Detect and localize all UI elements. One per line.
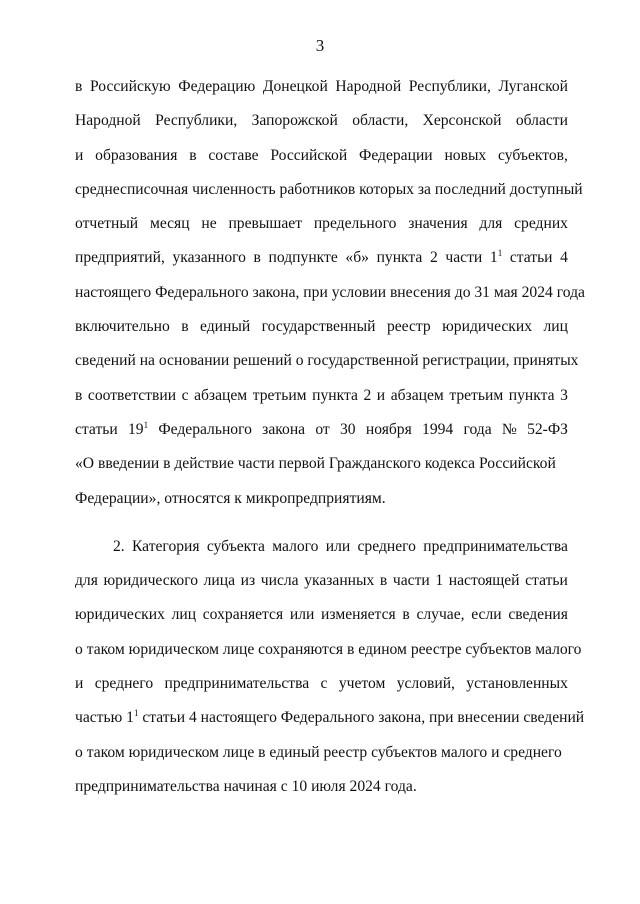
page-number: 3 (315, 36, 325, 55)
word: Федерацию (178, 78, 256, 95)
text-line (75, 379, 568, 413)
word: пункта (376, 249, 423, 267)
paragraph-2 (75, 530, 585, 770)
text-line: настоящего Федерального закона, при условии внесения до 31 мая 2024 года (75, 283, 585, 301)
word: Российской (270, 146, 348, 164)
word: 30 (340, 420, 356, 438)
word: лиц (171, 606, 197, 624)
word: года (463, 420, 492, 438)
word: 52-ФЗ (527, 420, 568, 438)
word: Запорожской (251, 112, 338, 130)
word: 2. (113, 537, 125, 555)
word: Народной (75, 112, 141, 130)
word: предельного (313, 215, 397, 233)
word: и (75, 675, 84, 693)
word: случае, (416, 606, 465, 624)
word: государственный (261, 318, 376, 336)
text-line (75, 139, 568, 173)
word: «б» (345, 249, 369, 267)
word: субъектов, (498, 146, 568, 164)
word: подпункте (268, 249, 338, 267)
word: если (471, 606, 502, 624)
word: в (402, 606, 410, 624)
word: условий, (396, 675, 455, 693)
word: отчетный (75, 215, 139, 233)
word: в (253, 249, 261, 267)
word: части (445, 249, 483, 267)
word: или (289, 606, 315, 624)
word: Херсонской (422, 112, 502, 130)
word: Донецкой (262, 78, 328, 95)
text-line (75, 667, 568, 701)
word: предпринимательства (164, 675, 310, 693)
text-line (75, 104, 568, 138)
word: ноября (365, 420, 412, 438)
paragraph-1 (75, 70, 585, 482)
word: в (189, 146, 197, 164)
text-line: о таком юридическом лице сохраняются в едином реестре субъектов малого (75, 640, 582, 658)
text-line (75, 241, 568, 275)
word: значения (408, 215, 468, 233)
word: для (479, 215, 503, 233)
word: 1 (435, 572, 444, 590)
word: № (501, 420, 517, 438)
word: 3 (560, 386, 568, 404)
word: предпринимательства (423, 537, 568, 555)
text-line (75, 530, 568, 564)
word: третьим (252, 386, 307, 404)
word: от (315, 420, 330, 438)
word: $1^1$ (489, 248, 503, 267)
text-line (75, 413, 568, 447)
word: Республики, (408, 78, 491, 95)
word: изменяется (321, 606, 396, 624)
word: закона (262, 420, 306, 438)
word: юридических (75, 606, 165, 624)
word: среднего (94, 675, 154, 693)
word: третьим (449, 386, 504, 404)
word: среднего (357, 537, 416, 555)
text-line (75, 310, 568, 344)
word: сохраняется (202, 606, 284, 624)
word: 2 (429, 249, 438, 267)
word: Республики, (155, 112, 238, 130)
word: области, (352, 112, 409, 130)
word: единый (200, 318, 251, 336)
word: и (75, 146, 84, 164)
paragraph-1-last-line: Федерации», относятся к микропредприятиям. (75, 489, 386, 507)
word: настоящей (448, 572, 520, 590)
text-line (75, 207, 568, 241)
word: юридического (103, 572, 199, 590)
word: или (325, 537, 351, 555)
text-line: частью $1^1$ статьи 4 настоящего Федерального закона, при внесении сведений (75, 708, 585, 727)
word: пункта (312, 386, 358, 404)
word: части (392, 572, 430, 590)
word: статьи (75, 420, 118, 438)
word: сведения (508, 606, 568, 624)
word: с (320, 675, 328, 693)
text-line (75, 564, 568, 598)
word: Народной (335, 78, 402, 95)
paragraph-2-last-line: предпринимательства начиная с 10 июля 2024 года. (75, 777, 417, 795)
word: образования (95, 146, 178, 164)
word: для (75, 572, 98, 590)
word: статьи (509, 249, 553, 267)
text-line: «О введении в действие части первой Гражданского кодекса Российской (75, 455, 556, 473)
word: соответствии (87, 386, 177, 404)
word: реестр (386, 318, 431, 336)
word: в (75, 78, 83, 95)
word: 4 (560, 249, 568, 267)
document-body (75, 70, 585, 804)
word: $19^1$ (127, 419, 149, 438)
word: абзацем (390, 386, 444, 404)
word: в (379, 572, 388, 590)
text-line (75, 598, 568, 632)
word: и (376, 386, 386, 404)
word: месяц (149, 215, 190, 233)
word: абзацем (194, 386, 248, 404)
text-line (75, 70, 568, 104)
word: лиц (543, 318, 568, 336)
word: малого (272, 537, 319, 555)
word: предприятий, (75, 249, 165, 267)
text-line: о таком юридическом лице в единый реестр субъектов малого и среднего (75, 743, 562, 761)
word: Российскую (89, 78, 171, 95)
word: с (181, 386, 189, 404)
word: превышает (228, 215, 303, 233)
word: из (240, 572, 256, 590)
word: средних (514, 215, 568, 233)
word: лица (203, 572, 236, 590)
word: Луганской (498, 78, 568, 95)
word: не (201, 215, 217, 233)
word: области (515, 112, 568, 130)
word: Категория (131, 537, 200, 555)
word: указанных (304, 572, 375, 590)
word: в (181, 318, 189, 336)
word: пункта (508, 386, 555, 404)
word: субъекта (206, 537, 265, 555)
word: Федерального (158, 420, 252, 438)
word: учетом (338, 675, 386, 693)
text-line: сведений на основании решений о государственной регистрации, принятых (75, 352, 579, 370)
word: указанного (172, 249, 246, 267)
word: новых (444, 146, 487, 164)
text-line: среднесписочная численность работников которых за последний доступный (75, 180, 583, 198)
word: установленных (466, 675, 568, 693)
word: составе (208, 146, 259, 164)
word: юридических (442, 318, 533, 336)
word: Федерации (359, 146, 433, 164)
word: включительно (75, 318, 170, 336)
word: 2 (363, 386, 372, 404)
word: 1994 (422, 420, 454, 438)
word: статьи (525, 572, 568, 590)
word: в (75, 386, 83, 404)
word: числа (260, 572, 299, 590)
